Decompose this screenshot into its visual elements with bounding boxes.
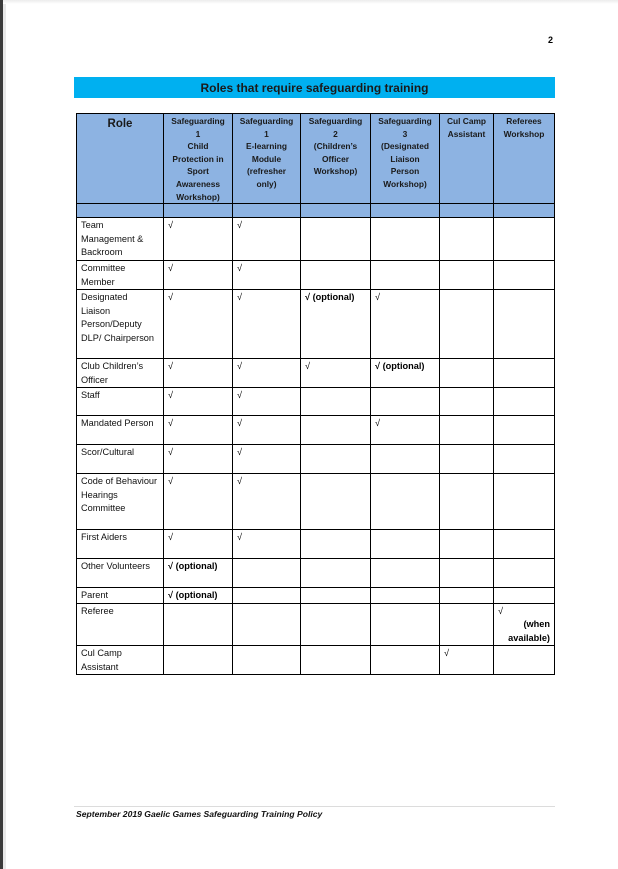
column-header-sg1-elearning: [233, 114, 301, 204]
spacer-cell: [164, 204, 233, 218]
table-row: [77, 588, 555, 604]
referees-cell: [494, 388, 555, 416]
roles-training-table: [76, 113, 555, 675]
sg1-elearning-cell: √: [233, 218, 301, 261]
table-header-row: [77, 114, 555, 204]
referees-cell: [494, 359, 555, 388]
referees-cell: [494, 445, 555, 474]
column-header-sg3: [371, 114, 440, 204]
cul-camp-cell: [440, 603, 494, 646]
header-line: (Children’s: [313, 141, 358, 152]
sg1-elearning-cell: √: [233, 416, 301, 445]
cul-camp-cell: [440, 588, 494, 604]
sg3-cell: √: [371, 290, 440, 359]
spacer-cell: [77, 204, 164, 218]
header-line: only): [256, 178, 277, 189]
sg3-cell: [371, 588, 440, 604]
footer-divider: [74, 806, 555, 807]
role-cell: Referee: [77, 603, 164, 646]
spacer-cell: [440, 204, 494, 218]
column-header-sg2: [301, 114, 371, 204]
sg2-cell: [301, 588, 371, 604]
cul-camp-cell: [440, 445, 494, 474]
column-header-role: Role: [77, 114, 164, 204]
table-row: [77, 646, 555, 675]
sg1-child-cell: √: [164, 530, 233, 559]
referees-cell: [494, 218, 555, 261]
role-cell: Committee Member: [77, 261, 164, 290]
role-cell: Scor/Cultural: [77, 445, 164, 474]
sg1-child-cell: √: [164, 218, 233, 261]
sg2-cell: √: [301, 359, 371, 388]
sg1-child-cell: √: [164, 416, 233, 445]
header-line: Safeguarding: [171, 116, 225, 126]
sg1-child-cell: √ (optional): [164, 588, 233, 604]
header-line: Safeguarding: [239, 116, 294, 126]
sg1-elearning-cell: √: [233, 530, 301, 559]
referees-note: (when available): [508, 619, 550, 643]
sg2-cell: [301, 388, 371, 416]
header-line: 3: [402, 128, 408, 139]
role-cell: Cul Camp Assistant: [77, 646, 164, 675]
sg1-elearning-cell: √: [233, 388, 301, 416]
sg1-child-cell: √: [164, 388, 233, 416]
sg1-child-cell: √: [164, 290, 233, 359]
sg1-elearning-cell: √: [233, 474, 301, 530]
page-shadow: [3, 0, 6, 869]
header-line: Workshop): [176, 191, 220, 202]
header-line: Awareness: [175, 178, 221, 189]
page-top-shadow: [3, 0, 618, 4]
sg3-cell: [371, 218, 440, 261]
sg1-elearning-cell: √: [233, 261, 301, 290]
cul-camp-cell: [440, 218, 494, 261]
column-header-referees: [494, 114, 555, 204]
header-line: Sport: [187, 166, 209, 177]
sg1-child-cell: √ (optional): [164, 559, 233, 588]
sg2-cell: √ (optional): [301, 290, 371, 359]
page-title: Roles that require safeguarding training: [74, 77, 555, 98]
spacer-cell: [233, 204, 301, 218]
sg2-cell: [301, 261, 371, 290]
header-line: Safeguarding: [378, 116, 432, 126]
sg1-child-cell: √: [164, 474, 233, 530]
header-line: Protection in: [172, 153, 224, 164]
role-cell: Team Management & Backroom: [77, 218, 164, 261]
header-line: Officer: [322, 153, 349, 164]
sg2-cell: [301, 416, 371, 445]
table-row: [77, 290, 555, 359]
column-header-sg1-child: [164, 114, 233, 204]
sg1-child-cell: √: [164, 359, 233, 388]
page-number: 2: [548, 35, 554, 45]
referees-cell: [494, 261, 555, 290]
header-line: Workshop: [503, 128, 545, 139]
role-cell: Mandated Person: [77, 416, 164, 445]
referees-cell: [494, 416, 555, 445]
role-cell: Club Children’s Officer: [77, 359, 164, 388]
table-row: [77, 416, 555, 445]
spacer-cell: [301, 204, 371, 218]
header-line: Safeguarding: [308, 116, 363, 126]
sg3-cell: √: [371, 416, 440, 445]
cul-camp-cell: [440, 388, 494, 416]
referees-cell: [494, 603, 555, 646]
sg2-cell: [301, 530, 371, 559]
sg2-cell: [301, 445, 371, 474]
sg2-cell: [301, 603, 371, 646]
sg3-cell: [371, 530, 440, 559]
cul-camp-cell: [440, 530, 494, 559]
sg3-cell: [371, 559, 440, 588]
cul-camp-cell: [440, 290, 494, 359]
referees-cell: [494, 290, 555, 359]
sg1-child-cell: [164, 603, 233, 646]
sg3-cell: [371, 445, 440, 474]
referees-cell: [494, 530, 555, 559]
header-spacer-row: [77, 204, 555, 218]
table-row: [77, 445, 555, 474]
role-cell: Code of Behaviour Hearings Committee: [77, 474, 164, 530]
referees-check: √: [498, 605, 504, 616]
sg3-cell: [371, 474, 440, 530]
referees-cell: [494, 474, 555, 530]
sg3-cell: [371, 261, 440, 290]
table-row: [77, 559, 555, 588]
sg1-elearning-cell: √: [233, 290, 301, 359]
table-row: [77, 359, 555, 388]
header-line: Person: [390, 166, 420, 177]
cul-camp-cell: [440, 559, 494, 588]
sg1-child-cell: [164, 646, 233, 675]
sg3-cell: √ (optional): [371, 359, 440, 388]
header-line: Workshop): [383, 178, 427, 189]
header-line: (refresher: [246, 166, 287, 177]
referees-cell: [494, 588, 555, 604]
sg1-elearning-cell: [233, 646, 301, 675]
sg1-elearning-cell: [233, 559, 301, 588]
sg2-cell: [301, 474, 371, 530]
spacer-cell: [494, 204, 555, 218]
header-line: 1: [195, 128, 201, 139]
header-line: Child: [187, 141, 209, 152]
role-cell: Parent: [77, 588, 164, 604]
sg1-child-cell: √: [164, 261, 233, 290]
table-row: [77, 388, 555, 416]
role-cell: First Aiders: [77, 530, 164, 559]
referees-cell: [494, 646, 555, 675]
header-line: Cul Camp: [446, 116, 487, 126]
header-line: Module: [251, 153, 282, 164]
sg3-cell: [371, 646, 440, 675]
header-line: Assistant: [447, 128, 486, 139]
cul-camp-cell: [440, 474, 494, 530]
sg1-elearning-cell: √: [233, 359, 301, 388]
header-line: 2: [333, 128, 338, 139]
referees-cell: [494, 559, 555, 588]
sg2-cell: [301, 646, 371, 675]
sg3-cell: [371, 388, 440, 416]
table-row: [77, 261, 555, 290]
cul-camp-cell: [440, 359, 494, 388]
sg3-cell: [371, 603, 440, 646]
sg1-elearning-cell: [233, 603, 301, 646]
sg2-cell: [301, 218, 371, 261]
sg1-child-cell: √: [164, 445, 233, 474]
table-row: [77, 603, 555, 646]
page-footer: September 2019 Gaelic Games Safeguarding Training Policy: [76, 809, 323, 819]
header-line: Liaison: [390, 153, 420, 164]
column-header-cul-camp: [440, 114, 494, 204]
cul-camp-cell: [440, 416, 494, 445]
spacer-cell: [371, 204, 440, 218]
table-row: [77, 474, 555, 530]
cul-camp-cell: [440, 261, 494, 290]
header-line: E-learning: [246, 141, 287, 152]
cul-camp-cell: √: [440, 646, 494, 675]
role-cell: Designated Liaison Person/Deputy DLP/ Chairperson: [77, 290, 164, 359]
table-row: [77, 218, 555, 261]
sg1-elearning-cell: √: [233, 445, 301, 474]
role-cell: Other Volunteers: [77, 559, 164, 588]
header-line: Workshop): [313, 166, 358, 177]
header-line: 1: [264, 128, 269, 139]
sg2-cell: [301, 559, 371, 588]
table-row: [77, 530, 555, 559]
role-cell: Staff: [77, 388, 164, 416]
header-line: (Designated: [381, 141, 429, 152]
sg1-elearning-cell: [233, 588, 301, 604]
header-line: Referees: [506, 116, 542, 126]
